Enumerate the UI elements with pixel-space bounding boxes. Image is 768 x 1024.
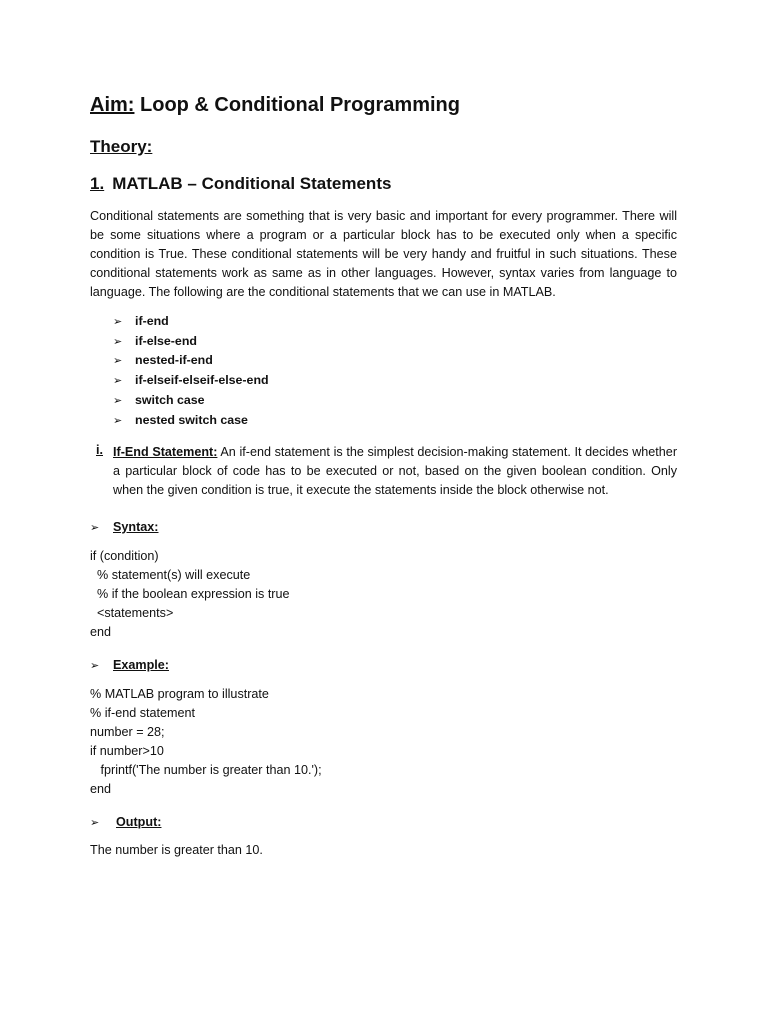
if-end-text: An if-end statement is the simplest decision-making statement. It decides whether a particular block of code has to be executed or not, based on the given boolean condition. Only when the given condition is true, it execute the statements inside the block otherwise not.	[113, 445, 678, 497]
theory-heading: Theory:	[90, 137, 153, 156]
example-label: ➢ Example:	[90, 658, 169, 672]
output-label: ➢ Output:	[90, 815, 162, 829]
arrow-bullet-icon: ➢	[113, 394, 123, 407]
intro-paragraph: Conditional statements are something that is very basic and important for every programmer. There will be some situations where a program or a particular block has to be executed only when a specific condition is True. These conditional statements will be very handy and fruitful in such situations. These conditional statements work as same as in other languages. However, syntax varies from language to language. The following are the conditional statements that we can use in MATLAB.	[90, 209, 677, 299]
arrow-bullet-icon: ➢	[113, 335, 123, 348]
syntax-code: if (condition) % statement(s) will execute % if the boolean expression is true <statements> end	[90, 549, 290, 639]
if-end-section	[90, 443, 677, 500]
syntax-label: ➢ Syntax:	[90, 520, 159, 534]
section-number: 1.	[90, 174, 105, 193]
list-item: ➢ if-end	[113, 312, 269, 332]
if-end-paragraph	[113, 443, 677, 500]
list-item: ➢ switch case	[113, 391, 269, 411]
section-heading	[90, 174, 391, 194]
arrow-bullet-icon: ➢	[90, 522, 100, 534]
list-item: ➢ nested-if-end	[113, 351, 269, 371]
arrow-bullet-icon: ➢	[90, 817, 100, 829]
if-end-heading: If-End Statement:	[113, 445, 218, 459]
arrow-bullet-icon: ➢	[113, 375, 123, 388]
aim-label: Aim:	[90, 94, 135, 116]
statement-list	[113, 312, 269, 430]
arrow-bullet-icon: ➢	[90, 660, 100, 672]
section-title: MATLAB – Conditional Statements	[112, 174, 392, 193]
aim-heading	[90, 94, 460, 117]
roman-numeral: i.	[96, 443, 103, 457]
aim-title: Loop & Conditional Programming	[134, 94, 460, 116]
list-item: ➢ if-else-end	[113, 332, 269, 352]
arrow-bullet-icon: ➢	[113, 414, 123, 427]
arrow-bullet-icon: ➢	[113, 316, 123, 328]
list-item: ➢ if-elseif-elseif-else-end	[113, 371, 269, 391]
example-code: % MATLAB program to illustrate % if-end statement number = 28; if number>10 fprintf('The number is greater than 10.'); end	[90, 687, 322, 796]
arrow-bullet-icon: ➢	[113, 355, 123, 368]
output-text: The number is greater than 10.	[90, 843, 263, 857]
list-item: ➢ nested switch case	[113, 411, 269, 431]
